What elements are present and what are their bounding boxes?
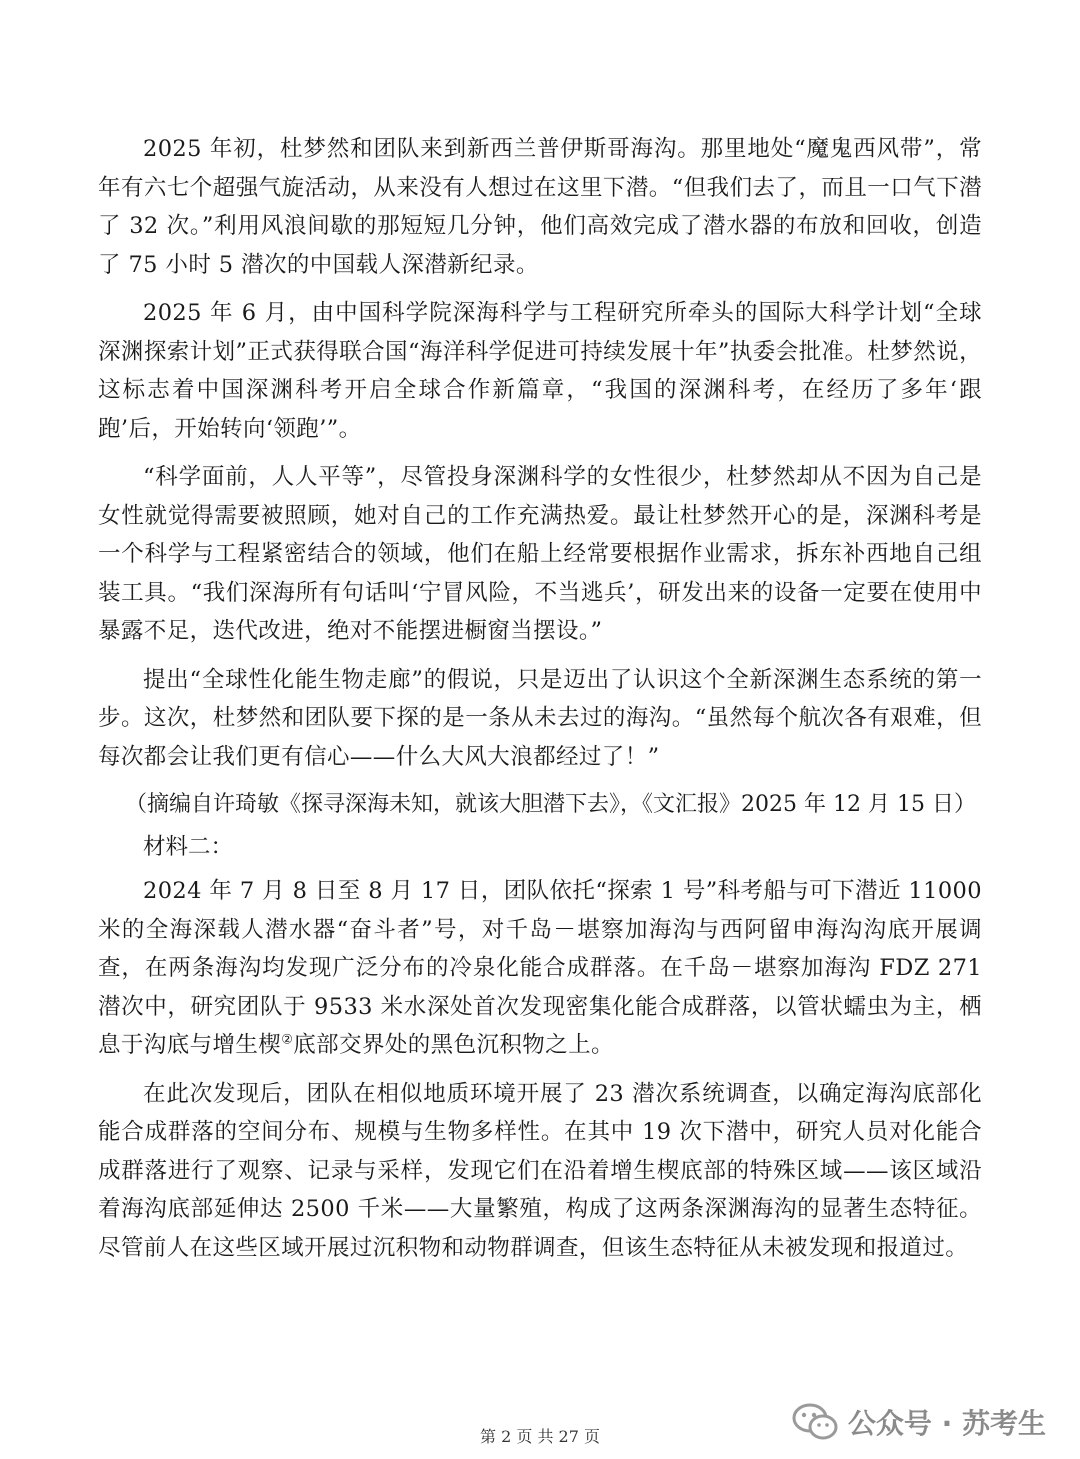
- watermark: [792, 1402, 1046, 1442]
- document-body: [98, 130, 982, 1277]
- paragraph-4: 提出“全球性化能生物走廊”的假说，只是迈出了认识这个全新深渊生态系统的第一步。这次，杜梦然和团队要下探的是一条从未去过的海沟。“虽然每个航次各有艰难，但每次都会让我们更有信心——什么大风大浪都经过了！”: [98, 666, 982, 770]
- paragraph-2: 2025 年 6 月，由中国科学院深海科学与工程研究所牵头的国际大科学计划“全球深渊探索计划”正式获得联合国“海洋科学促进可持续发展十年”执委会批准。杜梦然说，这标志着中国深渊科考开启全球合作新篇章，“我国的深渊科考，在经历了多年‘跟跑’后，开始转向‘领跑’”。: [98, 300, 982, 442]
- paragraph-1: 2025 年初，杜梦然和团队来到新西兰普伊斯哥海沟。那里地处“魔鬼西风带”，常年有六七个超强气旋活动，从来没有人想过在这里下潜。“但我们去了，而且一口气下潜了 32 次。”利用风浪间歇的那短短几分钟，他们高效完成了潜水器的布放和回收，创造了 75 小时 5 潜次的中国载人深潜新纪录。: [98, 136, 982, 278]
- section-heading: 材料二：: [143, 834, 234, 860]
- footnote-marker: ②: [281, 1032, 294, 1048]
- wechat-icon: [792, 1403, 838, 1441]
- paragraph-3: “科学面前，人人平等”，尽管投身深渊科学的女性很少，杜梦然却从不因为自己是女性就觉得需要被照顾，她对自己的工作充满热爱。最让杜梦然开心的是，深渊科考是一个科学与工程紧密结合的领域，他们在船上经常要根据作业需求，拆东补西地自己组装工具。“我们深海所有句话叫‘宁冒风险，不当逃兵’，研发出来的设备一定要在使用中暴露不足，迭代改进，绝对不能摆进橱窗当摆设。”: [98, 464, 982, 644]
- source-citation: （摘编自许琦敏《探寻深海未知，就该大胆潜下去》，《文汇报》2025 年 12 月 15 日）: [125, 792, 976, 817]
- paragraph-5: [98, 872, 982, 1065]
- paragraph-5-text-end: 底部交界处的黑色沉积物之上。: [293, 1032, 614, 1058]
- page-footer: 第 2 页 共 27 页: [480, 1427, 600, 1446]
- paragraph-5-text: 2024 年 7 月 8 日至 8 月 17 日，团队依托“探索 1 号”科考船与可下潜近 11000 米的全海深载人潜水器“奋斗者”号，对千岛－堪察加海沟与西阿留申海沟沟底开展调查，在两条海沟均发现广泛分布的冷泉化能合成群落。在千岛－堪察加海沟 FDZ 271 潜次中，研究团队于 9533 米水深处首次发现密集化能合成群落，以管状蠕虫为主，栖息于沟底与增生楔: [98, 878, 982, 1058]
- watermark-text: 公众号 · 苏考生: [847, 1407, 1046, 1440]
- paragraph-6: 在此次发现后，团队在相似地质环境开展了 23 潜次系统调查，以确定海沟底部化能合成群落的空间分布、规模与生物多样性。在其中 19 次下潜中，研究人员对化能合成群落进行了观察、记录与采样，发现它们在沿着增生楔底部的特殊区域——该区域沿着海沟底部延伸达 2500 千米——大量繁殖，构成了这两条深渊海沟的显著生态特征。尽管前人在这些区域开展过沉积物和动物群调查，但该生态特征从未被发现和报道过。: [98, 1080, 982, 1261]
